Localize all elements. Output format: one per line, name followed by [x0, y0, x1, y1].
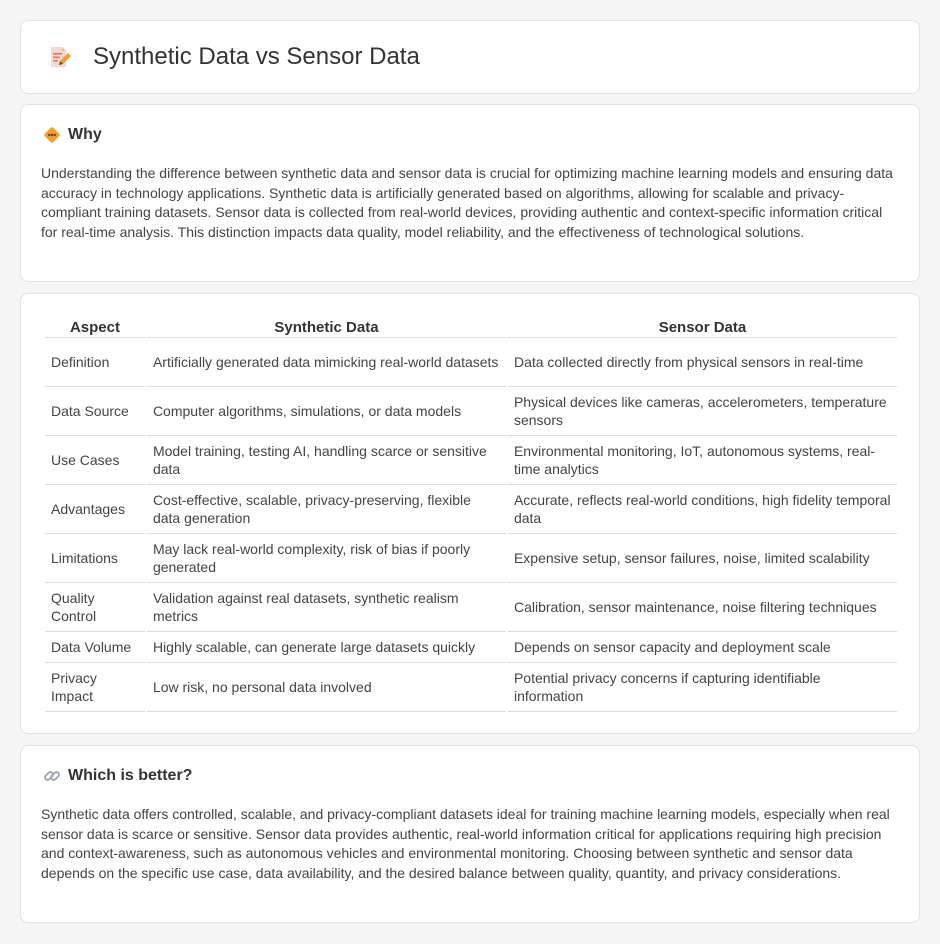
table-row: [45, 583, 897, 632]
which-is-better-section: [20, 745, 920, 923]
sensor-cell: Accurate, reflects real-world conditions, high fidelity temporal data: [508, 485, 897, 534]
header-sensor: Sensor Data: [508, 314, 897, 338]
aspect-cell: Limitations: [45, 534, 145, 583]
sensor-cell: Depends on sensor capacity and deployment scale: [508, 632, 897, 663]
table-row: [45, 485, 897, 534]
aspect-cell: Advantages: [45, 485, 145, 534]
table-row: [45, 387, 897, 436]
title-card: [20, 20, 920, 94]
why-section: [20, 104, 920, 282]
synthetic-cell: May lack real-world complexity, risk of bias if poorly generated: [147, 534, 506, 583]
table-row: [45, 338, 897, 387]
header-aspect: Aspect: [45, 314, 145, 338]
page-title: Synthetic Data vs Sensor Data: [93, 43, 420, 70]
table-row: [45, 534, 897, 583]
synthetic-cell: Computer algorithms, simulations, or data models: [147, 387, 506, 436]
sensor-cell: Potential privacy concerns if capturing identifiable information: [508, 663, 897, 712]
synthetic-cell: Highly scalable, can generate large datasets quickly: [147, 632, 506, 663]
aspect-cell: Quality Control: [45, 583, 145, 632]
synthetic-cell: Cost-effective, scalable, privacy-preserving, flexible data generation: [147, 485, 506, 534]
sensor-cell: Physical devices like cameras, accelerometers, temperature sensors: [508, 387, 897, 436]
sensor-cell: Expensive setup, sensor failures, noise, limited scalability: [508, 534, 897, 583]
table-row: [45, 663, 897, 712]
better-heading: Which is better?: [68, 767, 193, 784]
diamond-warning-icon: [43, 126, 61, 144]
link-icon: [43, 767, 61, 785]
synthetic-cell: Model training, testing AI, handling scarce or sensitive data: [147, 436, 506, 485]
why-heading: Why: [68, 126, 102, 143]
aspect-cell: Definition: [45, 338, 145, 387]
aspect-cell: Privacy Impact: [45, 663, 145, 712]
table-row: [45, 632, 897, 663]
table-header-row: [45, 314, 897, 338]
aspect-cell: Use Cases: [45, 436, 145, 485]
table-row: [45, 436, 897, 485]
header-synthetic: Synthetic Data: [147, 314, 506, 338]
aspect-cell: Data Volume: [45, 632, 145, 663]
sensor-cell: Environmental monitoring, IoT, autonomous systems, real-time analytics: [508, 436, 897, 485]
sensor-cell: Data collected directly from physical sensors in real-time: [508, 338, 897, 387]
why-body: Understanding the difference between synthetic data and sensor data is crucial for optimizing machine learning models and ensuring data accuracy in technology applications. Synthetic data is artificially generated based on algorithms, allowing for scalable and privacy-compliant training datasets. Sensor data is collected from real-world devices, providing authentic and context-specific information critical for real-time analysis. This distinction impacts data quality, model reliability, and the effectiveness of technological solutions.: [41, 165, 893, 240]
comparison-table-card: [20, 293, 920, 734]
document-edit-icon: [47, 45, 71, 69]
better-body: Synthetic data offers controlled, scalable, and privacy-compliant datasets ideal for training machine learning models, especially when real sensor data is scarce or sensitive. Sensor data provides authentic, real-world information critical for applications requiring high precision and context-awareness, such as autonomous vehicles and environmental monitoring. Choosing between synthetic and sensor data depends on the specific use case, data availability, and the desired balance between quality, quantity, and privacy considerations.: [41, 806, 890, 881]
synthetic-cell: Low risk, no personal data involved: [147, 663, 506, 712]
synthetic-cell: Artificially generated data mimicking real-world datasets: [147, 338, 506, 387]
comparison-table: [43, 314, 899, 712]
sensor-cell: Calibration, sensor maintenance, noise filtering techniques: [508, 583, 897, 632]
synthetic-cell: Validation against real datasets, synthetic realism metrics: [147, 583, 506, 632]
aspect-cell: Data Source: [45, 387, 145, 436]
